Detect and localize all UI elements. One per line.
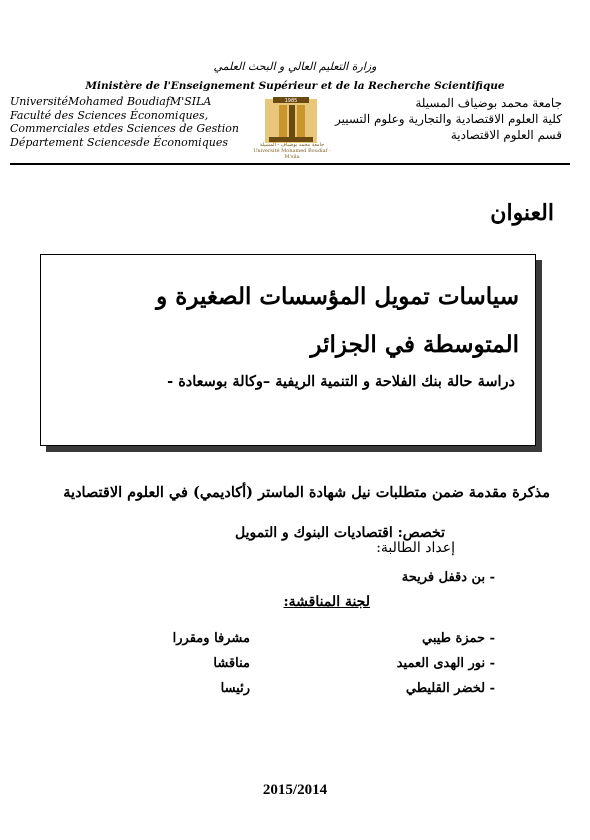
header-divider [10, 163, 570, 165]
ministry-name-arabic: وزارة التعليم العالي و البحث العلمي [213, 60, 377, 73]
jury-member-name: - لخضر القليطي [405, 681, 495, 696]
university-info-arabic [335, 95, 562, 143]
logo-pillar-left [279, 105, 287, 141]
university-name-fr: UniversitéMohamed BoudiafM'SILA [10, 95, 212, 108]
specialty: تخصص: اقتصاديات البنوك و التمويل [234, 525, 445, 541]
logo-caption [248, 142, 336, 160]
jury-member-role: رئيسا [220, 681, 250, 696]
faculty-name-ar: كلية العلوم الاقتصادية والتجارية وعلوم التسيير [334, 112, 562, 126]
logo-year: 1985 [284, 98, 298, 104]
logo-pillar-center [289, 105, 295, 141]
faculty-name-fr: Faculté des Sciences Économiques, [10, 108, 209, 122]
title-label: العنوان [490, 200, 554, 226]
academic-year: 2015/2014 [262, 782, 328, 798]
jury-member-role: مشرفا ومقررا [172, 631, 250, 646]
jury-member-name: - نور الهدى العميد [396, 656, 495, 671]
ministry-name-french: Ministère de l'Enseignement Supérieur et de la Recherche Scientifique [85, 80, 505, 92]
jury-member-name: - حمزة طيبي [421, 631, 495, 646]
thesis-title: سياسات تمويل المؤسسات الصغيرة و المتوسطة في الجزائر [156, 283, 519, 358]
faculty-name-fr-line2: Commerciales etdes Sciences de Gestion [10, 122, 239, 135]
student-name: - بن دقفل فريحة [401, 570, 495, 585]
university-name-ar: جامعة محمد بوضياف المسيلة [415, 96, 562, 110]
thesis-title-box [40, 254, 536, 446]
prepared-by-label: إعداد الطالبة: [376, 540, 455, 556]
jury-member-role: مناقشا [213, 656, 250, 671]
department-name-fr: Département Sciencesde Économiques [10, 135, 228, 149]
department-name-ar: قسم العلوم الاقتصادية [450, 128, 562, 142]
memoire-statement: مذكرة مقدمة ضمن متطلبات نيل شهادة الماستر (أكاديمي) في العلوم الاقتصادية [63, 484, 550, 501]
logo-pillar-right [297, 105, 305, 141]
logo-caption-arabic: جامعة محمد بوضياف - المسيلة [259, 142, 325, 148]
thesis-subtitle: دراسة حالة بنك الفلاحة و التنمية الريفية –وكالة بوسعادة - [167, 373, 515, 390]
university-info-french [10, 95, 239, 149]
jury-heading: لجنة المناقشة: [283, 594, 370, 610]
logo-caption-french: Université Mohamed Boudiaf - M'sila [253, 148, 331, 160]
